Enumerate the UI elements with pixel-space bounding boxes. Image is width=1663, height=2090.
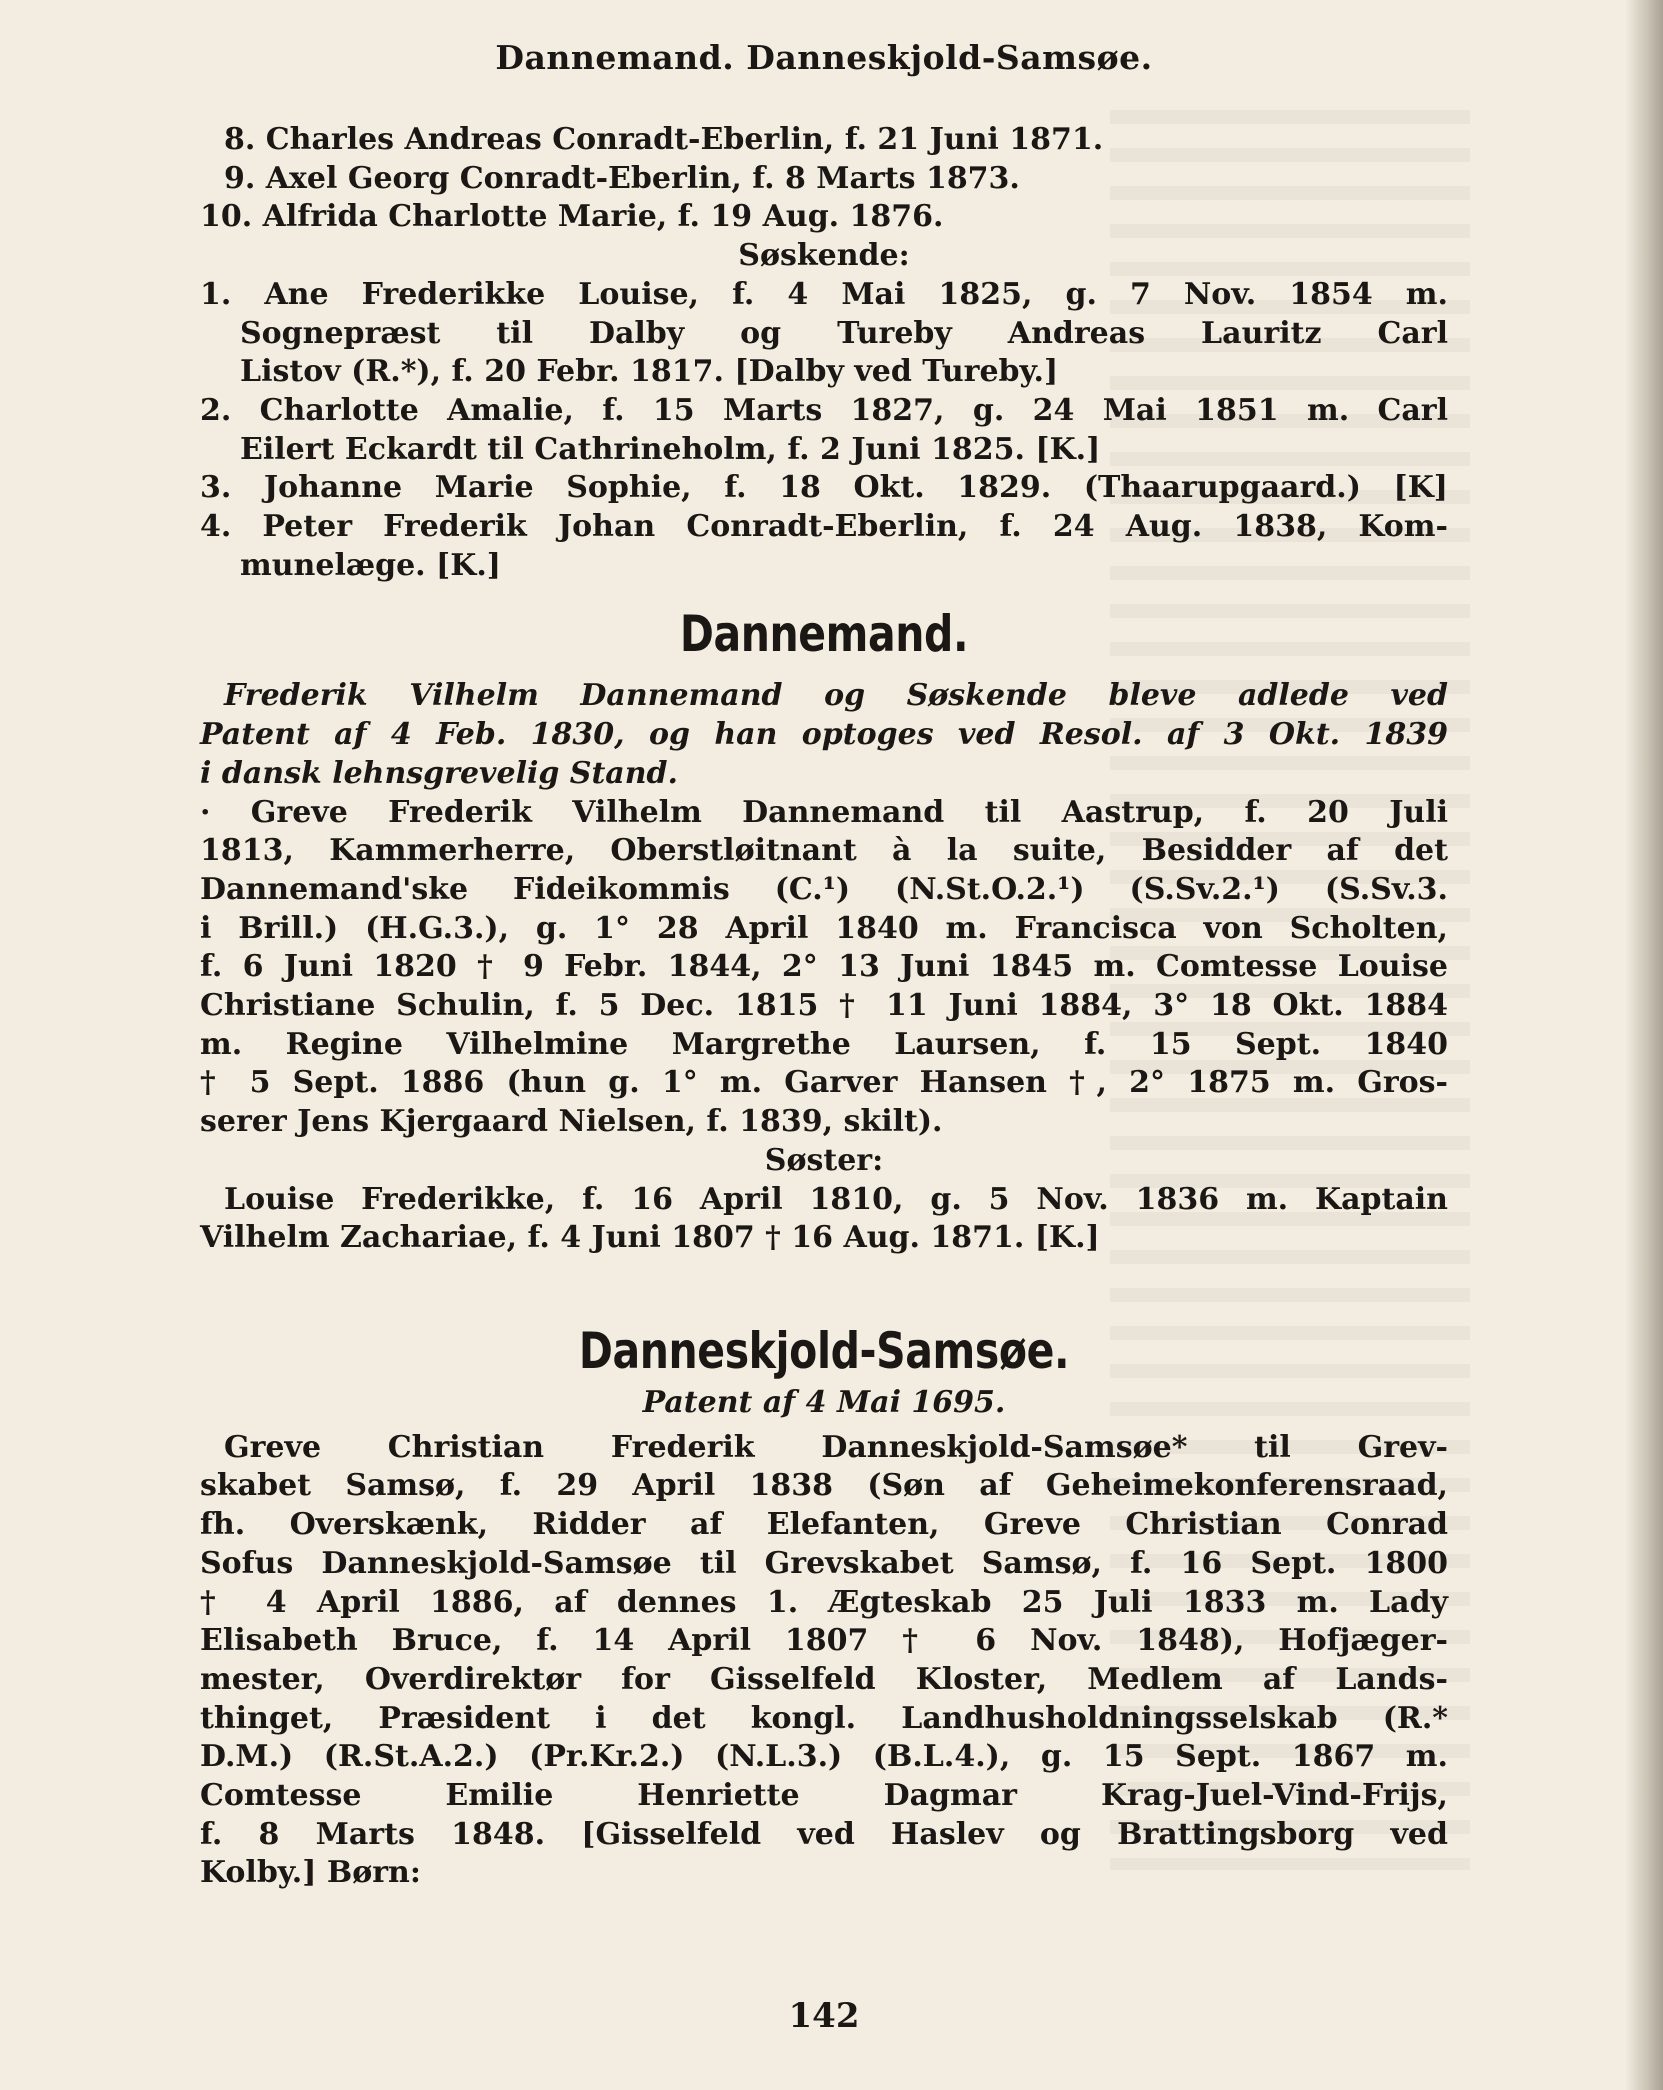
entry-line: f. 8 Marts 1848. [Gisselfeld ved Haslev og Brattingsborg ved (200, 1816, 1448, 1852)
entry-line: Elisabeth Bruce, f. 14 April 1807 † 6 Nov. 1848), Hofjæger- (200, 1623, 1448, 1659)
patent-note-danneskjold: Patent af 4 Mai 1695. (642, 1384, 1006, 1420)
running-head: Dannemand. Danneskjold-Samsøe. (495, 38, 1153, 77)
page-body (200, 30, 1448, 2036)
patent-line: i dansk lehnsgrevelig Stand. (200, 755, 678, 791)
patent-line: Frederik Vilhelm Dannemand og Søskende bleve adlede ved (224, 678, 1448, 714)
children-list (200, 121, 1448, 585)
entry-line: m. Regine Vilhelmine Margrethe Laursen, f. 15 Sept. 1840 (200, 1026, 1448, 1062)
entry-dannemand (200, 794, 1448, 1258)
list-item: 9. Axel Georg Conradt-Eberlin, f. 8 Marts 1873. (224, 160, 1020, 196)
list-item: 3. Johanne Marie Sophie, f. 18 Okt. 1829. (Thaarupgaard.) [K] (200, 470, 1448, 506)
entry-line: · Greve Frederik Vilhelm Dannemand til Aastrup, f. 20 Juli (200, 794, 1448, 830)
section-heading-danneskjold-samsoe: Danneskjold-Samsøe. (578, 1321, 1070, 1380)
entry-line: Comtesse Emilie Henriette Dagmar Krag-Juel-Vind-Frijs, (200, 1778, 1448, 1814)
entry-line: Christiane Schulin, f. 5 Dec. 1815 † 11 Juni 1884, 3° 18 Okt. 1884 (200, 988, 1448, 1024)
list-item: Listov (R.*), f. 20 Febr. 1817. [Dalby ved Tureby.] (240, 354, 1059, 390)
entry-line: Kolby.] Børn: (200, 1855, 421, 1891)
entry-line: fh. Overskænk, Ridder af Elefanten, Greve Christian Conrad (200, 1507, 1448, 1543)
entry-line: Dannemand'ske Fideikommis (C.¹) (N.St.O.2.¹) (S.Sv.2.¹) (S.Sv.3. (200, 871, 1448, 907)
entry-line: D.M.) (R.St.A.2.) (Pr.Kr.2.) (N.L.3.) (B.L.4.), g. 15 Sept. 1867 m. (200, 1739, 1448, 1775)
entry-line: 1813, Kammerherre, Oberstløitnant à la suite, Besidder af det (200, 833, 1448, 869)
entry-line: Louise Frederikke, f. 16 April 1810, g. 5 Nov. 1836 m. Kaptain (224, 1181, 1448, 1217)
entry-line: Vilhelm Zachariae, f. 4 Juni 1807 † 16 Aug. 1871. [K.] (200, 1220, 1100, 1256)
entry-danneskjold-samsoe (200, 1429, 1448, 1893)
patent-line: Patent af 4 Feb. 1830, og han optoges ved Resol. af 3 Okt. 1839 (200, 717, 1448, 753)
entry-line: Sofus Danneskjold-Samsøe til Grevskabet Samsø, f. 16 Sept. 1800 (200, 1545, 1448, 1581)
entry-line: Greve Christian Frederik Danneskjold-Samsøe* til Grev- (224, 1429, 1448, 1465)
entry-line: i Brill.) (H.G.3.), g. 1° 28 April 1840 m. Francisca von Scholten, (200, 910, 1448, 946)
siblings-label: Søskende: (738, 238, 910, 274)
sister-label: Søster: (764, 1142, 884, 1178)
list-item: 8. Charles Andreas Conradt-Eberlin, f. 21 Juni 1871. (224, 122, 1104, 157)
patent-note-dannemand (200, 677, 1448, 793)
list-item: Eilert Eckardt til Cathrineholm, f. 2 Juni 1825. [K.] (240, 431, 1101, 467)
list-item: 1. Ane Frederikke Louise, f. 4 Mai 1825, g. 7 Nov. 1854 m. (200, 276, 1448, 312)
entry-line: † 4 April 1886, af dennes 1. Ægteskab 25 Juli 1833 m. Lady (200, 1584, 1448, 1620)
list-item: 2. Charlotte Amalie, f. 15 Marts 1827, g. 24 Mai 1851 m. Carl (200, 392, 1448, 428)
list-item: 4. Peter Frederik Johan Conradt-Eberlin, f. 24 Aug. 1838, Kom- (200, 509, 1448, 545)
list-item: munelæge. [K.] (240, 547, 501, 583)
entry-line: skabet Samsø, f. 29 April 1838 (Søn af Geheimekonferensraad, (200, 1468, 1448, 1504)
entry-line: † 5 Sept. 1886 (hun g. 1° m. Garver Hansen †, 2° 1875 m. Gros- (200, 1065, 1448, 1101)
entry-line: f. 6 Juni 1820 † 9 Febr. 1844, 2° 13 Juni 1845 m. Comtesse Louise (200, 949, 1448, 985)
entry-line: mester, Overdirektør for Gisselfeld Kloster, Medlem af Lands- (200, 1661, 1448, 1697)
list-item: Sognepræst til Dalby og Tureby Andreas Lauritz Carl (240, 315, 1448, 351)
entry-line: thinget, Præsident i det kongl. Landhusholdningsselskab (R.* (200, 1700, 1448, 1736)
section-heading-dannemand: Dannemand. (679, 605, 969, 664)
page-edge-shadow (1625, 0, 1663, 2090)
page-number: 142 (788, 1996, 860, 2036)
entry-line: serer Jens Kjergaard Nielsen, f. 1839, skilt). (200, 1104, 943, 1140)
list-item: 10. Alfrida Charlotte Marie, f. 19 Aug. 1876. (200, 199, 944, 235)
